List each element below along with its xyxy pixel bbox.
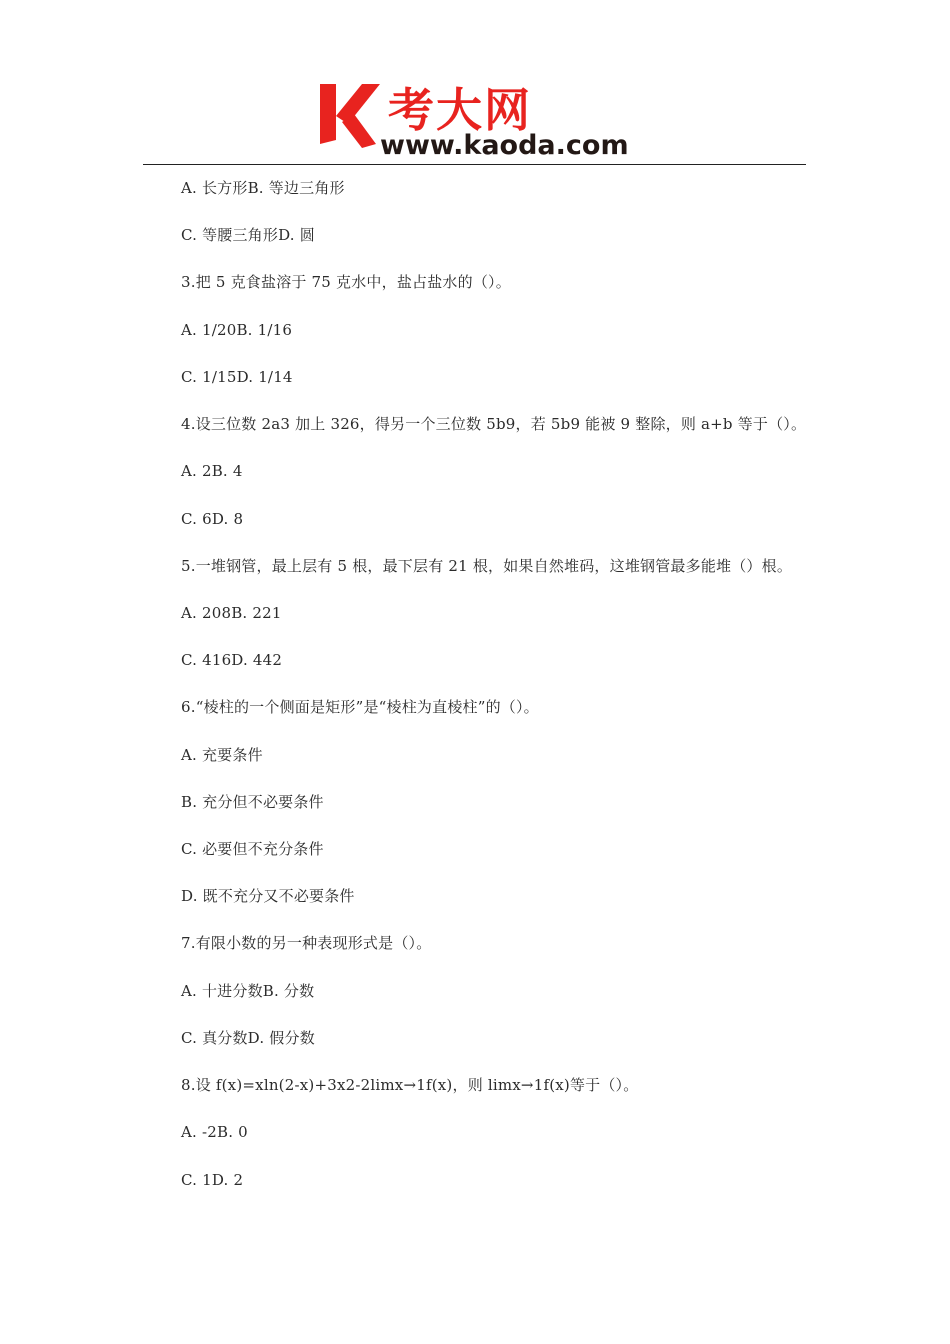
option-line: B. 充分但不必要条件 bbox=[181, 793, 324, 811]
option-line: C. 真分数D. 假分数 bbox=[181, 1029, 315, 1047]
question-5: 5.一堆钢管，最上层有 5 根，最下层有 21 根，如果自然堆码，这堆钢管最多能堆（）根。 bbox=[181, 557, 793, 575]
logo-k-mark bbox=[320, 84, 380, 148]
option-line: C. 1/15D. 1/14 bbox=[181, 368, 293, 386]
header-divider bbox=[143, 164, 806, 165]
kaoda-logo[interactable] bbox=[318, 78, 638, 160]
option-line: C. 6D. 8 bbox=[181, 510, 244, 528]
option-line: A. 2B. 4 bbox=[181, 462, 243, 480]
option-line: A. 208B. 221 bbox=[181, 604, 282, 622]
option-line: D. 既不充分又不必要条件 bbox=[181, 887, 355, 905]
option-line: C. 等腰三角形D. 圆 bbox=[181, 226, 315, 244]
question-8: 8.设 f(x)=xln(2-x)+3x2-2limx→1f(x)，则 limx→1f(x)等于（）。 bbox=[181, 1076, 639, 1094]
logo-chinese-text: 考大网 bbox=[388, 83, 532, 137]
option-line: A. -2B. 0 bbox=[181, 1123, 248, 1141]
option-line: A. 1/20B. 1/16 bbox=[181, 321, 293, 339]
option-line: C. 必要但不充分条件 bbox=[181, 840, 324, 858]
question-6: 6.“棱柱的一个侧面是矩形”是“棱柱为直棱柱”的（）。 bbox=[181, 698, 539, 716]
option-line: C. 416D. 442 bbox=[181, 651, 283, 669]
option-line: A. 充要条件 bbox=[181, 746, 263, 764]
question-4: 4.设三位数 2a3 加上 326，得另一个三位数 5b9，若 5b9 能被 9 整除，则 a+b 等于（）。 bbox=[181, 415, 807, 433]
option-line: C. 1D. 2 bbox=[181, 1171, 244, 1189]
option-line: A. 长方形B. 等边三角形 bbox=[181, 179, 345, 197]
logo-url-text: www.kaoda.com bbox=[380, 130, 629, 160]
option-line: A. 十进分数B. 分数 bbox=[181, 982, 315, 1000]
question-3: 3.把 5 克食盐溶于 75 克水中，盐占盐水的（）。 bbox=[181, 273, 511, 291]
question-7: 7.有限小数的另一种表现形式是（）。 bbox=[181, 934, 432, 952]
kaoda-logo-graphic bbox=[318, 78, 638, 160]
